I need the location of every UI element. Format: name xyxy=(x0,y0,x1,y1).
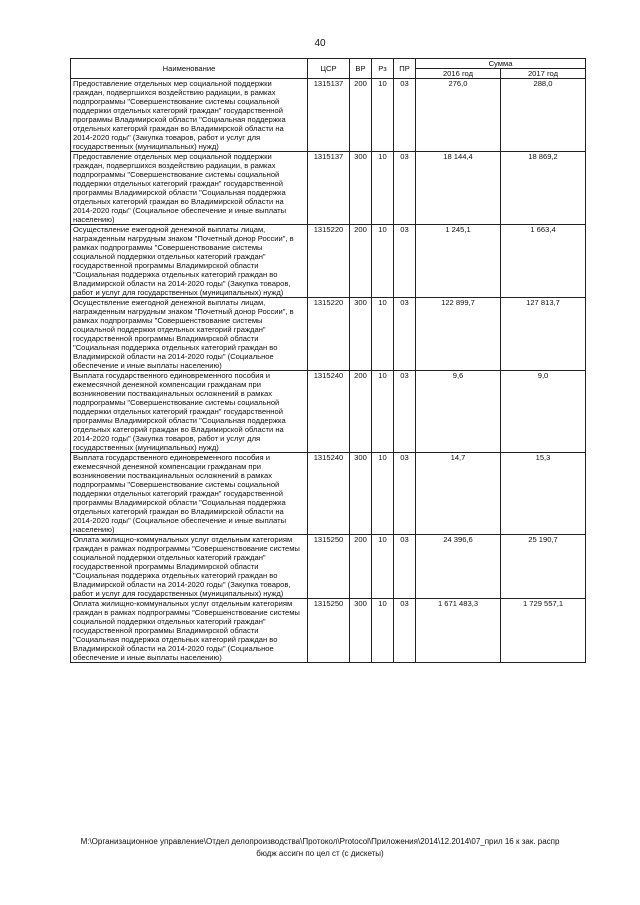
row-sum-2016: 18 144,4 xyxy=(416,152,501,225)
header-vr: ВР xyxy=(350,59,372,79)
header-rz: Рз xyxy=(372,59,394,79)
row-sum-2016: 122 899,7 xyxy=(416,298,501,371)
row-sum-2016: 1 245,1 xyxy=(416,225,501,298)
row-name: Оплата жилищно-коммунальных услуг отдельным категориям граждан в рамках подпрограммы "Совершенствование системы социальной поддержки отдельных категорий граждан" государственной программы Владимирской области "Социальная поддержка отдельных категорий граждан во Владимирской области на 2014-2020 годы" (Закупка товаров, работ и услуг для государственных (муниципальных) нужд) xyxy=(71,535,308,599)
table-header-row xyxy=(71,59,586,69)
row-vr: 200 xyxy=(350,225,372,298)
row-rz: 10 xyxy=(372,225,394,298)
budget-table xyxy=(70,58,586,663)
row-pr: 03 xyxy=(394,79,416,152)
row-csr: 1315137 xyxy=(308,79,350,152)
row-name: Оплата жилищно-коммунальных услуг отдельным категориям граждан в рамках подпрограммы "Совершенствование системы социальной поддержки отдельных категорий граждан" государственной программы Владимирской области "Социальная поддержка отдельных категорий граждан во Владимирской области на 2014-2020 годы" (Социальное обеспечение и иные выплаты населению) xyxy=(71,599,308,663)
table-row xyxy=(71,599,586,663)
header-year-2017: 2017 год xyxy=(501,69,586,79)
row-sum-2016: 24 396,6 xyxy=(416,535,501,599)
row-name: Предоставление отдельных мер социальной поддержки граждан, подвергшихся воздействию радиации, в рамках подпрограммы "Совершенствование системы социальной поддержки отдельных категорий граждан" государственной программы Владимирской области "Социальная поддержка отдельных категорий граждан во Владимирской области на 2014-2020 годы" (Социальное обеспечение и иные выплаты населению) xyxy=(71,152,308,225)
row-pr: 03 xyxy=(394,599,416,663)
table-row xyxy=(71,152,586,225)
header-sum: Сумма xyxy=(416,59,586,69)
row-rz: 10 xyxy=(372,152,394,225)
row-rz: 10 xyxy=(372,371,394,453)
row-sum-2016: 1 671 483,3 xyxy=(416,599,501,663)
row-sum-2017: 288,0 xyxy=(501,79,586,152)
row-csr: 1315240 xyxy=(308,371,350,453)
page-number: 40 xyxy=(314,38,326,49)
row-pr: 03 xyxy=(394,152,416,225)
row-sum-2017: 18 869,2 xyxy=(501,152,586,225)
file-path-line-2: бюдж ассигн по цел ст (с дискеты) xyxy=(256,849,384,858)
header-year-2016: 2016 год xyxy=(416,69,501,79)
row-vr: 300 xyxy=(350,599,372,663)
row-name: Предоставление отдельных мер социальной поддержки граждан, подвергшихся воздействию радиации, в рамках подпрограммы "Совершенствование системы социальной поддержки отдельных категорий граждан" государственной программы Владимирской области "Социальная поддержка отдельных категорий граждан во Владимирской области на 2014-2020 годы" (Закупка товаров, работ и услуг для государственных (муниципальных) нужд) xyxy=(71,79,308,152)
row-pr: 03 xyxy=(394,298,416,371)
row-rz: 10 xyxy=(372,453,394,535)
row-pr: 03 xyxy=(394,453,416,535)
row-name: Выплата государственного единовременного пособия и ежемесячной денежной компенсации гражданам при возникновении поствакцинальных осложнений в рамках подпрограммы "Совершенствование системы социальной поддержки отдельных категорий граждан" государственной программы Владимирской области "Социальная поддержка отдельных категорий граждан во Владимирской области на 2014-2020 годы" (Закупка товаров, работ и услуг для государственных (муниципальных) нужд) xyxy=(71,371,308,453)
row-rz: 10 xyxy=(372,535,394,599)
row-rz: 10 xyxy=(372,298,394,371)
table-row xyxy=(71,535,586,599)
row-csr: 1315220 xyxy=(308,225,350,298)
row-csr: 1315250 xyxy=(308,599,350,663)
row-sum-2017: 9,0 xyxy=(501,371,586,453)
file-path-line-1: М:\Организационное управление\Отдел делопроизводства\Протокол\Protocol\Приложения\2014\12.2014\07_прил 16 к зак. распр xyxy=(80,837,560,846)
header-pr: ПР xyxy=(394,59,416,79)
row-pr: 03 xyxy=(394,535,416,599)
row-csr: 1315137 xyxy=(308,152,350,225)
row-sum-2016: 14,7 xyxy=(416,453,501,535)
row-csr: 1315240 xyxy=(308,453,350,535)
table-row xyxy=(71,453,586,535)
row-pr: 03 xyxy=(394,225,416,298)
row-vr: 300 xyxy=(350,152,372,225)
row-sum-2017: 127 813,7 xyxy=(501,298,586,371)
row-name: Выплата государственного единовременного пособия и ежемесячной денежной компенсации гражданам при возникновении поствакцинальных осложнений в рамках подпрограммы "Совершенствование системы социальной поддержки отдельных категорий граждан" государственной программы Владимирской области "Социальная поддержка отдельных категорий граждан во Владимирской области на 2014-2020 годы" (Социальное обеспечение и иные выплаты населению) xyxy=(71,453,308,535)
table-row xyxy=(71,225,586,298)
row-vr: 200 xyxy=(350,79,372,152)
row-sum-2017: 1 729 557,1 xyxy=(501,599,586,663)
row-name: Осуществление ежегодной денежной выплаты лицам, награжденным нагрудным знаком "Почетный донор России", в рамках подпрограммы "Совершенствование системы социальной поддержки отдельных категорий граждан" государственной программы Владимирской области "Социальная поддержка отдельных категорий граждан во Владимирской области на 2014-2020 годы" (Социальное обеспечение и иные выплаты населению) xyxy=(71,298,308,371)
row-sum-2017: 15,3 xyxy=(501,453,586,535)
row-vr: 300 xyxy=(350,298,372,371)
row-rz: 10 xyxy=(372,599,394,663)
row-vr: 200 xyxy=(350,535,372,599)
row-sum-2016: 276,0 xyxy=(416,79,501,152)
header-csr: ЦСР xyxy=(308,59,350,79)
row-csr: 1315250 xyxy=(308,535,350,599)
table-row xyxy=(71,79,586,152)
row-vr: 200 xyxy=(350,371,372,453)
table-row xyxy=(71,298,586,371)
table-row xyxy=(71,371,586,453)
row-pr: 03 xyxy=(394,371,416,453)
row-csr: 1315220 xyxy=(308,298,350,371)
row-sum-2017: 25 190,7 xyxy=(501,535,586,599)
row-sum-2017: 1 663,4 xyxy=(501,225,586,298)
row-sum-2016: 9,6 xyxy=(416,371,501,453)
row-rz: 10 xyxy=(372,79,394,152)
header-name: Наименование xyxy=(71,59,308,79)
row-name: Осуществление ежегодной денежной выплаты лицам, награжденным нагрудным знаком "Почетный донор России", в рамках подпрограммы "Совершенствование системы социальной поддержки отдельных категорий граждан" государственной программы Владимирской области "Социальная поддержка отдельных категорий граждан во Владимирской области на 2014-2020 годы" (Закупка товаров, работ и услуг для государственных (муниципальных) нужд) xyxy=(71,225,308,298)
row-vr: 300 xyxy=(350,453,372,535)
file-path-footer xyxy=(60,836,580,860)
